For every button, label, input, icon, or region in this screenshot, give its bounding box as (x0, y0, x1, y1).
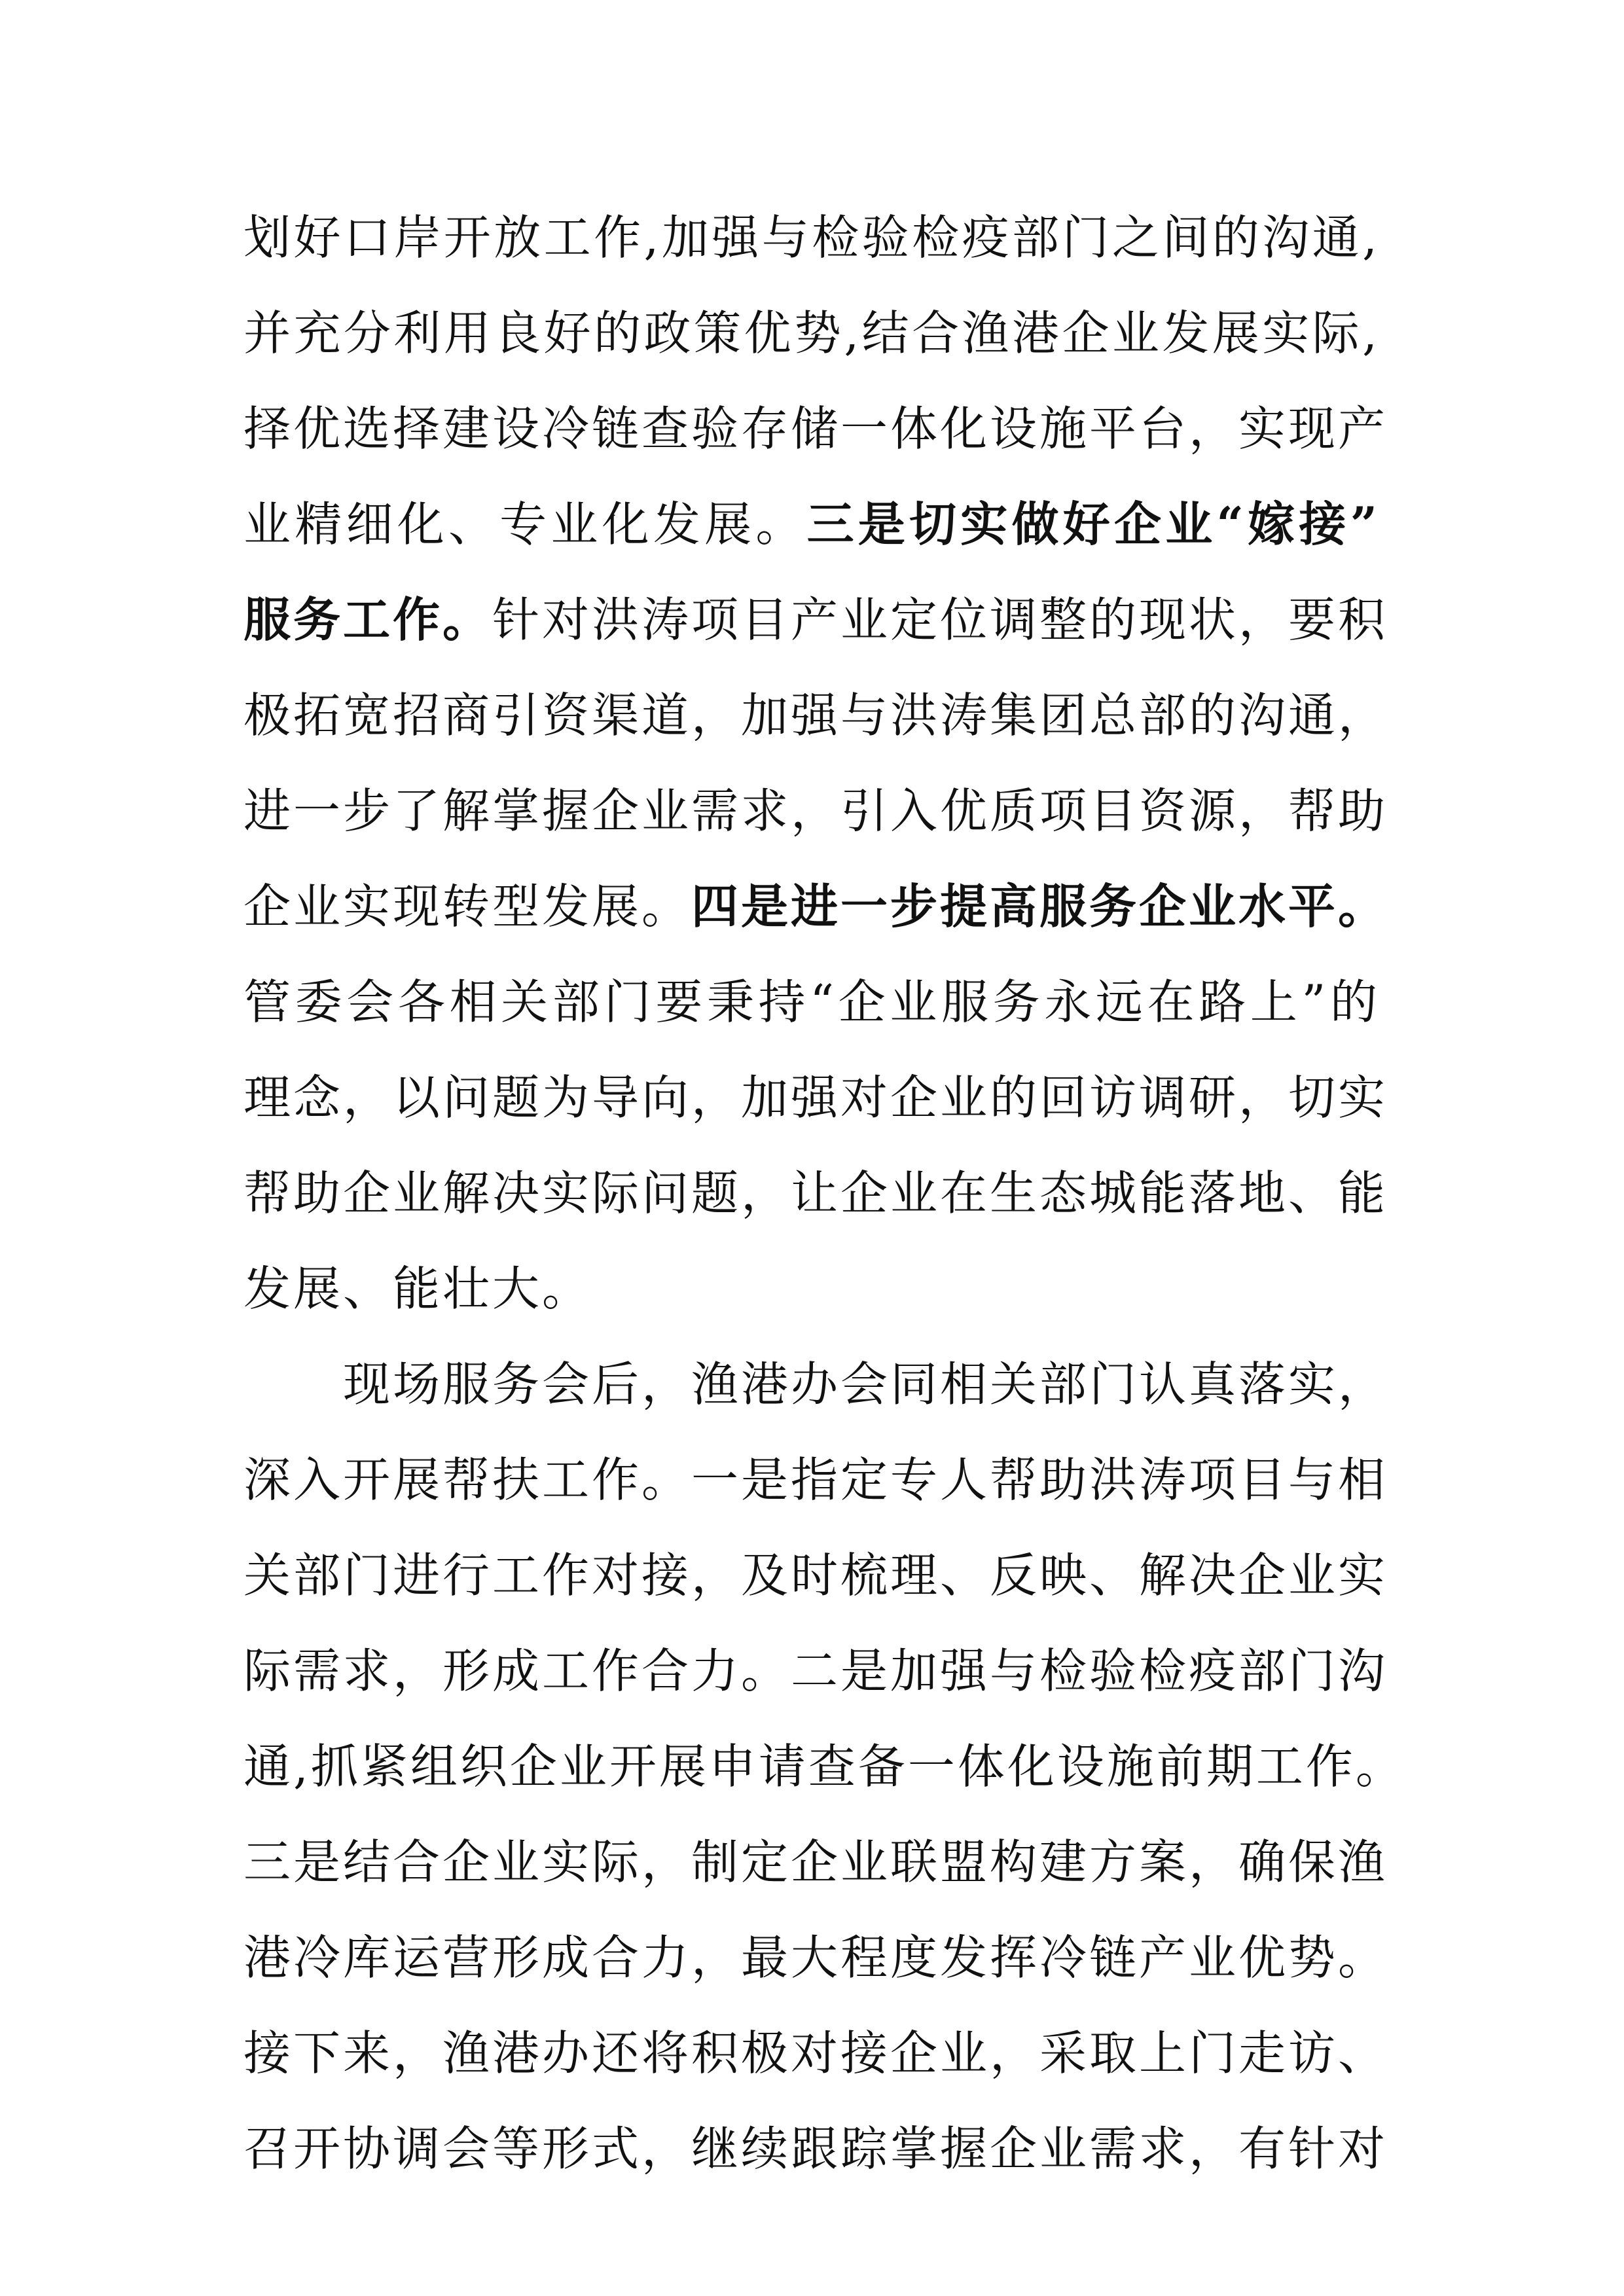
text-line: 发展、能壮大。 (244, 1261, 592, 1316)
body-text (244, 190, 1405, 2197)
text-line: 划好口岸开放工作,加强与检验检疫部门之间的沟通, (244, 210, 1380, 265)
bold-heading-4: 四是进一步提高服务企业水平。 (691, 878, 1388, 934)
text-line: 通,抓紧组织企业开展申请查备一体化设施前期工作。 (244, 1739, 1405, 1794)
text-line: 现场服务会后，渔港办会同相关部门认真落实， (343, 1357, 1388, 1412)
text-line: 接下来，渔港办还将积极对接企业，采取上门走访、 (244, 2026, 1388, 2081)
text-line: 服务工作。针对洪涛项目产业定位调整的现状，要积 (244, 592, 1388, 647)
text-line: 企业实现转型发展。四是进一步提高服务企业水平。 (244, 878, 1388, 934)
text-line: 择优选择建设冷链查验存储一体化设施平台，实现产 (244, 401, 1388, 456)
text-line: 召开协调会等形式，继续跟踪掌握企业需求，有针对 (244, 2121, 1388, 2176)
text-line: 理念，以问题为导向，加强对企业的回访调研，切实 (244, 1070, 1388, 1125)
paragraph-1 (244, 190, 1388, 1336)
text-line: 极拓宽招商引资渠道，加强与洪涛集团总部的沟通， (244, 688, 1388, 743)
text-line: 进一步了解掌握企业需求，引入优质项目资源，帮助 (244, 783, 1388, 838)
text-line: 管委会各相关部门要秉持“企业服务永远在路上”的 (244, 975, 1380, 1030)
bold-heading-3-cont: 服务工作。 (244, 592, 493, 647)
text-line: 深入开展帮扶工作。一是指定专人帮助洪涛项目与相 (244, 1452, 1388, 1507)
text-line: 业精细化、专业化发展。三是切实做好企业“嫁接” (244, 496, 1380, 552)
text-line: 三是结合企业实际，制定企业联盟构建方案，确保渔 (244, 1835, 1388, 1890)
text-line: 关部门进行工作对接，及时梳理、反映、解决企业实 (244, 1548, 1388, 1603)
text-line: 帮助企业解决实际问题，让企业在生态城能落地、能 (244, 1166, 1388, 1221)
text-line: 并充分利用良好的政策优势,结合渔港企业发展实际, (244, 306, 1380, 361)
text-line: 际需求，形成工作合力。二是加强与检验检疫部门沟 (244, 1643, 1388, 1698)
bold-heading-3: 三是切实做好企业“嫁接” (806, 496, 1380, 552)
paragraph-2 (244, 1336, 1405, 2197)
text-line: 港冷库运营形成合力，最大程度发挥冷链产业优势。 (244, 1930, 1388, 1985)
